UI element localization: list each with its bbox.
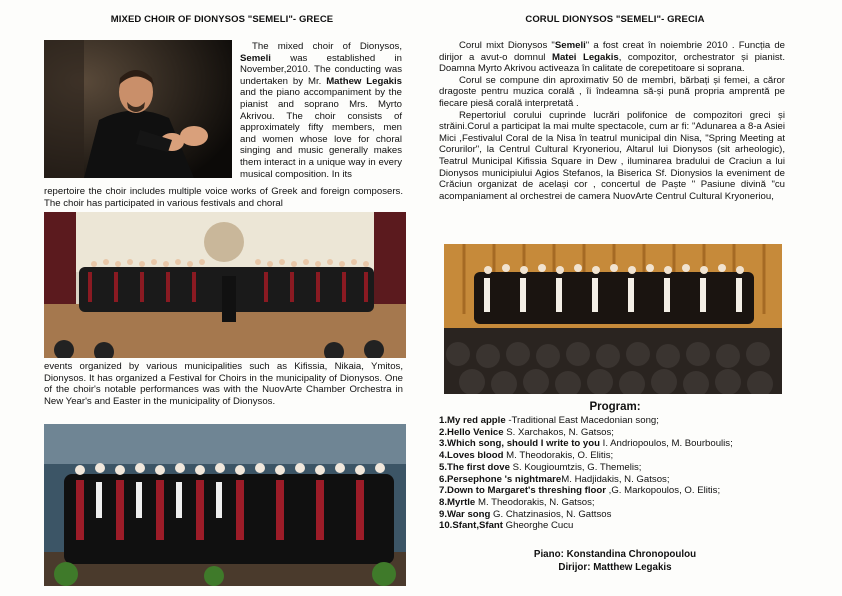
program-item: 6.Persephone 's nightmareM. Hadjidakis, N. Gatsos; [439, 473, 670, 485]
choir-photo-cultural-center [444, 244, 782, 394]
left-paragraph-events: events organized by various municipalities such as Kifissia, Nikaia, Ymitos, Dionysos. It has organized a Festival for Choirs in the municipality of Dionysos. One of the choir's notable performances was with the NuovArte Chamber Orchestra in New Year's and Easter in the municipality of Dionysos. [44, 361, 403, 407]
right-paragraph-members: Corul se compune din aproximativ 50 de membri, bărbați și femei, a căror dragoste pentru muzica corală , îi îndeamna să-și pună propria amprentă pe fiecare piesă corală interpretată . [439, 74, 785, 109]
choir-name: Semeli [240, 52, 271, 64]
left-paragraph-intro: The mixed choir of Dionysos, Semeli was established in November,2010. The conducting was undertaken by Mr. Mathew Legakis and the piano accompaniment by the pianist and soprano Mrs. Myrto Akrivou. The choir consists of approximately fifty members, men and women whose love for choral singing and music generally makes them interact in a unique way in every musical composition. In its [240, 41, 402, 180]
program-item: 5.The first dove S. Kougioumtzis, G. Themelis; [439, 461, 642, 473]
choir-photo-hall [44, 212, 406, 358]
conductor-name: Mathew Legakis [326, 75, 402, 87]
program-item: 4.Loves blood M. Theodorakis, O. Elitis; [439, 450, 614, 462]
conductor-name-ro: Matei Legakis [551, 51, 619, 63]
program-item: 3.Which song, should I write to you I. Andriopoulos, M. Bourboulis; [439, 438, 733, 450]
piano-credit: Piano: Konstandina Chronopoulou [533, 549, 697, 560]
right-paragraph-repertoire: Repertoriul corului cuprinde lucrări polifonice de compozitori greci și străini.Corul a participat la mai multe spectacole, cum ar fi: "Adunarea a 8-a Asiei Mici ,Festivalul Coral de la Nisa în teatrul municipal din Nisa, "Spring Meeting at Corurilor", la Centrul Cultural Kryoneriou, Altarul lui Dionysos (sit arheologic), Teatrul Municipal Kifissia Square in Dew , iluminarea bradului de Craciun a lui Dionysos municipiului Agios Stefanos, la Biserica Sf. Dionysios la eveniment de Crăciun organizat de același cor , concertul de Paște " Pasiune divină "cu acompaniament al orchestrei de camera NuovArte Centrul Cultural Kryoneriou, [439, 109, 785, 202]
program-item: 9.War song G. Chatzinasios, N. Gattsos [439, 508, 612, 520]
program-item: 8.Myrtle M. Theodorakis, N. Gatsos; [439, 496, 595, 508]
credits [470, 548, 760, 574]
program-title: Program: [589, 401, 641, 413]
left-paragraph-repertoire: repertoire the choir includes multiple voice works of Greek and foreign composers. The choir has participated in various festivals and choral [44, 186, 403, 209]
conductor-photo [44, 40, 232, 178]
right-paragraph-intro: Corul mixt Dionysos "Semeli" a fost creat în noiembrie 2010 . Funcția de dirijor a avut-o domnul Matei Legakis, compozitor, orchestrator și pianist. Doamna Myrto Akrivou activeaza în calitate de corepetitoare si soprana. [439, 40, 785, 75]
right-text-block [439, 40, 785, 202]
program-list [439, 415, 785, 532]
program-item: 7.Down to Margaret's threshing floor ,G. Markopoulos, O. Elitis; [439, 485, 721, 497]
conductor-credit: Dirijor: Matthew Legakis [558, 562, 672, 573]
program-item: 1.My red apple -Traditional East Macedonian song; [439, 415, 659, 426]
choir-name-ro: Semeli [554, 40, 586, 51]
right-title: CORUL DIONYSOS "SEMELI"- GRECIA [525, 14, 705, 25]
left-title: MIXED CHOIR OF DIONYSOS "SEMELI"- GRECE [110, 14, 334, 25]
program-item: 10.Sfant,Sfant Gheorghe Cucu [439, 520, 574, 532]
program-item: 2.Hello Venice S. Xarchakos, N. Gatsos; [439, 426, 614, 438]
choir-photo-stage [44, 424, 406, 586]
